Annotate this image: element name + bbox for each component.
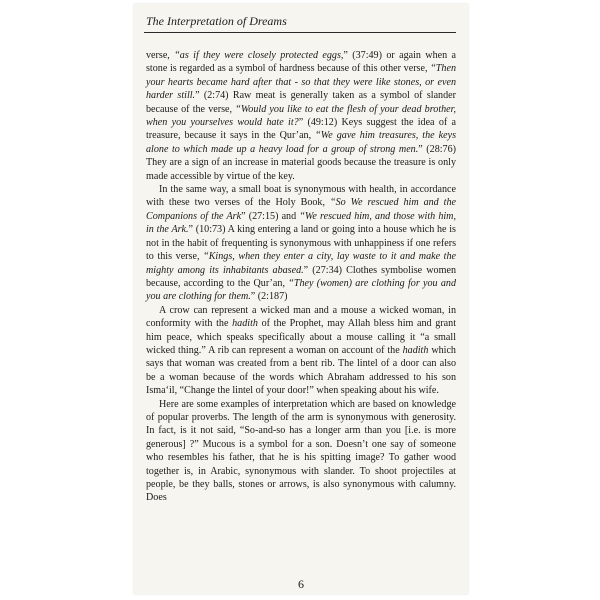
text-run: ” (28:76) They are a sign of an increase in material goods because the treasure is only made accessible by virtue of the key. [146, 143, 457, 182]
quote-run: “They (women) are clothing for you and you are clothing for them. [146, 277, 456, 303]
text-run: ” (2:187) [250, 291, 288, 303]
text-run: ” (49:12) Keys suggest the idea of a treasure, because it says in the Qur’an, [146, 117, 457, 142]
paragraph-2 [146, 183, 456, 304]
quote-run: “Would you like to eat the flesh of your dead brother, when you yourselves would hate it? [146, 103, 456, 129]
quote-run: “Kings, when they enter a city, lay waste to it and make the mighty among its inhabitants abased. [146, 251, 457, 276]
text-run: verse, [146, 50, 175, 61]
text-run: ” (27:34) Clothes symbolise women because, according to the Qur’an, [146, 264, 456, 289]
text-run: ” (27:15) and [241, 210, 300, 222]
book-page [134, 4, 468, 594]
page-number: 6 [298, 577, 304, 591]
text-run: ” (2:74) Raw meat is generally taken as a symbol of slander because of the verse, [146, 90, 456, 115]
paragraph-1 [146, 49, 456, 183]
running-head: The Interpretation of Dreams [146, 14, 287, 28]
body-text [146, 49, 456, 505]
quote-run: “Then your hearts became hard after that - so that they were like stones, or even harder still. [146, 63, 456, 102]
italic-term: hadith [402, 344, 429, 356]
text-run: ” (10:73) A king entering a land or going into a house which he is not in the habit of frequenting is synonymous with unhappiness if one refers to this verse, [146, 224, 456, 263]
quote-run: “We gave him treasures, the keys alone to which made up a heavy load for a group of strong men. [146, 130, 456, 155]
quote-run: “So We rescued him and the Companions of the Ark [146, 197, 457, 222]
italic-term: hadith [232, 318, 258, 330]
text-run: which says that woman was created from a bent rib. The lintel of a door can also be a woman because of the words which Abraham addressed to his son Isma‘il, “Change the lintel of your door!” when speaking about his wife. [146, 344, 456, 397]
paragraph-3 [146, 304, 456, 398]
quote-run: “We rescued him, and those with him, in the Ark. [146, 210, 456, 236]
text-run: Here are some examples of interpretation which are based on knowledge of popular proverbs. The length of the arm is synonymous with generosity. In fact, is it not said, “So-and-so has a longer arm than you [i.e. is more generous] ?” Mucous is a symbol for a son. Doesn’t one say of someone who resembles his father, that he is his spitting image? To gather wood together is, in Arabic, synonymous with slander. To shoot projectiles at people, be they balls, stones or arrows, is also synonymous with calumny. Does [146, 398, 456, 504]
text-run: A crow can represent a wicked man and a mouse a wicked woman, in conformity with the [146, 304, 456, 330]
text-run: of the Prophet, may Allah bless him and grant him peace, which speaks specifically about a mouse calling it “a small wicked thing.” A rib can represent a woman on account of the [146, 318, 456, 356]
text-run: ” (37:49) or again when a stone is regarded as a symbol of hardness because of this other verse, [146, 50, 457, 75]
paragraph-4 [146, 398, 456, 505]
header-rule [144, 32, 456, 33]
quote-run: “as if they were closely protected eggs, [174, 50, 344, 61]
text-run: In the same way, a small boat is synonymous with health, in accordance with these two verses of the Holy Book, [146, 184, 456, 209]
